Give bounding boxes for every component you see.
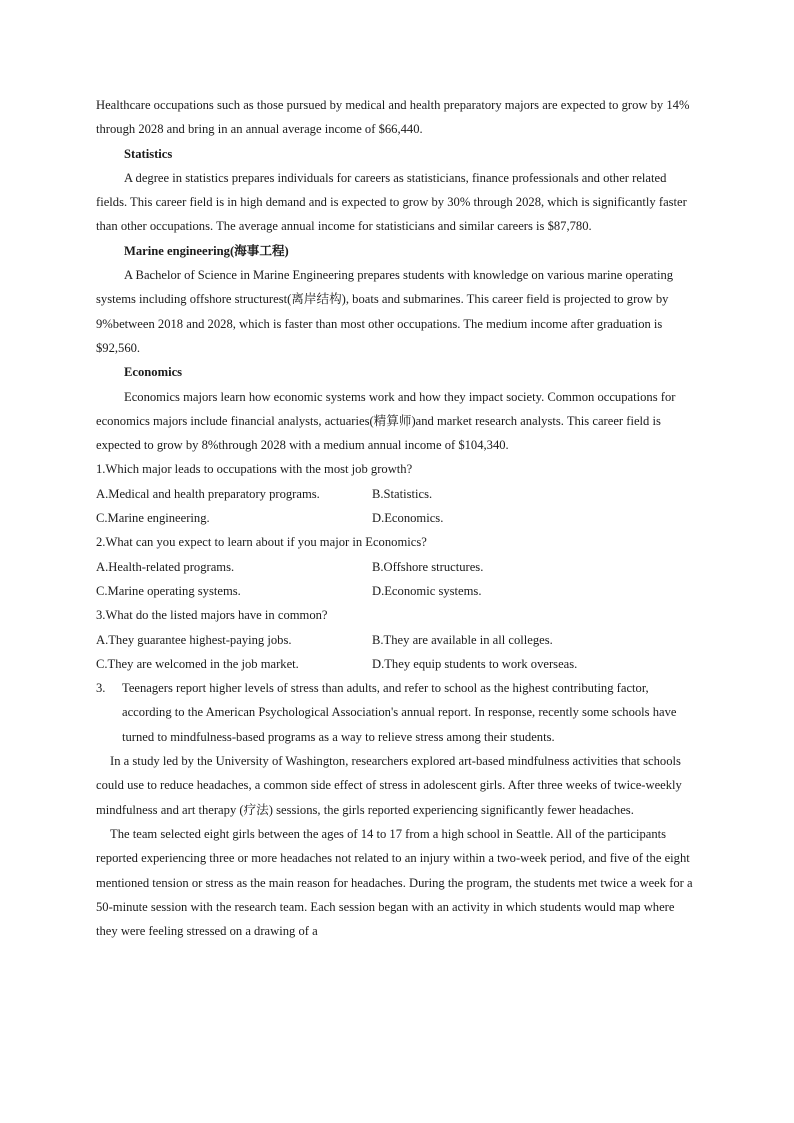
option-c: C.Marine operating systems. <box>96 583 241 598</box>
section-heading-economics: Economics <box>124 365 183 380</box>
option-c: C.They are welcomed in the job market. <box>96 656 299 671</box>
passage3-first-paragraph <box>96 676 698 749</box>
section-body-marine-engineering: A Bachelor of Science in Marine Engineering prepares students with knowledge on various marine operating systems including offshore structurest(离岸结构), boats and submarines. This career field is projected to grow by 9%between 2018 and 2028, which is faster than most other occupations. The medium income after graduation is $92,560. <box>96 268 674 355</box>
question-3-options <box>96 628 698 677</box>
option-b: B.Statistics. <box>372 486 433 501</box>
section-body-economics: Economics majors learn how economic systems work and how they impact society. Common occupations for economics majors include financial analysts, actuaries(精算师)and market research analysts. This career field is expected to grow by 8%through 2028 with a medium annual income of $104,340. <box>96 389 676 453</box>
option-a: A.They guarantee highest-paying jobs. <box>96 632 292 647</box>
document-page <box>96 93 698 943</box>
option-d: D.Economics. <box>372 511 444 526</box>
passage3-paragraph-3: The team selected eight girls between the ages of 14 to 17 from a high school in Seattle. All of the participants reported experiencing three or more headaches not related to an injury within a two-week period, and five of the eight mentioned tension or stress as the main reason for headaches. During the program, the students met twice a week for a 50-minute session with the research team. Each session began with an activity in which students would map where they were feeling stressed on a drawing of a <box>96 826 693 939</box>
section-heading-marine-engineering: Marine engineering(海事工程) <box>124 243 289 258</box>
question-2-options <box>96 555 698 604</box>
section-heading-statistics: Statistics <box>124 146 173 161</box>
option-d: D.They equip students to work overseas. <box>372 656 578 671</box>
option-b: B.Offshore structures. <box>372 559 484 574</box>
question-1-stem: 1.Which major leads to occupations with the most job growth? <box>96 462 413 477</box>
question-2-stem: 2.What can you expect to learn about if you major in Economics? <box>96 535 427 550</box>
question-3-stem: 3.What do the listed majors have in common? <box>96 608 328 623</box>
passage3-paragraph-2: In a study led by the University of Washington, researchers explored art-based mindfulness activities that schools could use to reduce headaches, a common side effect of stress in adolescent girls. After three weeks of twice-weekly mindfulness and art therapy (疗法) sessions, the girls reported experiencing significantly fewer headaches. <box>96 754 682 817</box>
passage-number: 3. <box>96 681 106 696</box>
option-d: D.Economic systems. <box>372 583 482 598</box>
section-body-statistics: A degree in statistics prepares individuals for careers as statisticians, finance professionals and other related fields. This career field is in high demand and is expected to grow by 30% through 2028, which is significantly faster than other occupations. The average annual income for statisticians and similar careers is $87,780. <box>96 170 687 234</box>
option-a: A.Health-related programs. <box>96 559 235 574</box>
option-c: C.Marine engineering. <box>96 511 210 526</box>
question-1-options <box>96 482 698 531</box>
option-a: A.Medical and health preparatory programs. <box>96 486 320 501</box>
passage2-intro: Healthcare occupations such as those pursued by medical and health preparatory majors are expected to grow by 14% through 2028 and bring in an annual average income of $66,440. <box>96 98 690 137</box>
passage3-paragraph-1: Teenagers report higher levels of stress than adults, and refer to school as the highest contributing factor, according to the American Psychological Association's annual report. In response, recently some schools have turned to mindfulness-based programs as a way to relieve stress among their students. <box>122 681 677 744</box>
option-b: B.They are available in all colleges. <box>372 632 553 647</box>
